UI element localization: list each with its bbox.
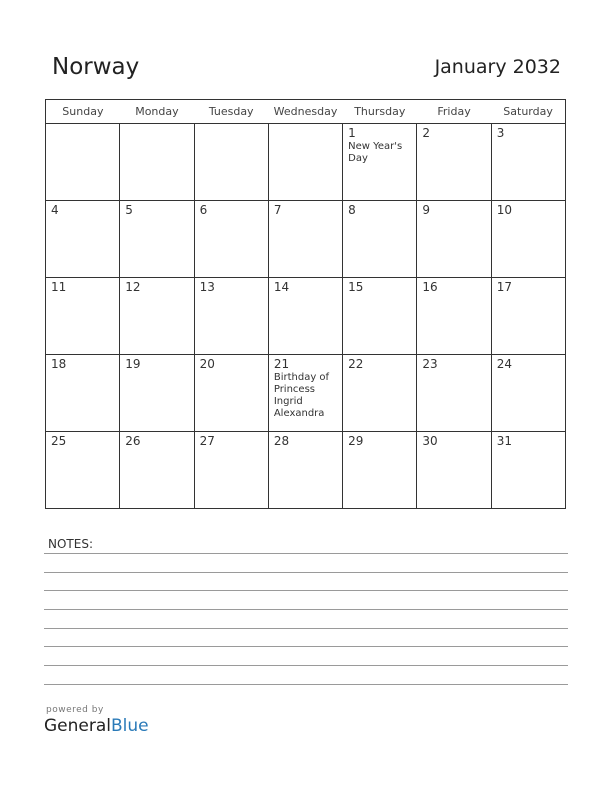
day-number: 12: [125, 280, 141, 294]
day-cell: [417, 432, 491, 509]
day-number: 25: [51, 434, 67, 448]
day-cell: [120, 432, 194, 509]
week-row: [46, 355, 566, 432]
day-number: 18: [51, 357, 67, 371]
weekday-header-row: [46, 100, 566, 124]
day-cell: [268, 355, 342, 432]
day-cell: [417, 201, 491, 278]
day-cell: [194, 432, 268, 509]
day-number: 4: [51, 203, 59, 217]
day-cell: [194, 355, 268, 432]
day-cell: [343, 355, 417, 432]
day-cell: [343, 124, 417, 201]
day-number: 20: [199, 357, 215, 371]
day-number: 1: [348, 126, 356, 140]
day-number: 23: [422, 357, 438, 371]
day-cell: [491, 432, 565, 509]
day-cell: [343, 278, 417, 355]
weekday-header-monday: Monday: [120, 100, 194, 124]
holiday-label: Birthday of Princess Ingrid Alexandra: [273, 372, 330, 419]
notes-label: NOTES:: [48, 537, 93, 551]
day-number: 11: [51, 280, 67, 294]
day-number: 15: [348, 280, 364, 294]
day-number: 5: [125, 203, 133, 217]
day-number: 13: [199, 280, 215, 294]
day-cell: [343, 432, 417, 509]
day-number: 8: [348, 203, 356, 217]
day-number: 24: [496, 357, 512, 371]
day-number: 16: [422, 280, 438, 294]
note-line: [44, 609, 568, 610]
note-line: [44, 590, 568, 591]
note-line: [44, 665, 568, 666]
weekday-header-tuesday: Tuesday: [194, 100, 268, 124]
day-number: 6: [199, 203, 208, 217]
day-number: 30: [422, 434, 438, 448]
empty-day-cell: [120, 124, 194, 201]
logo-blue-text: Blue: [111, 716, 149, 736]
day-cell: [268, 432, 342, 509]
day-number: 9: [422, 203, 431, 217]
day-cell: [491, 355, 565, 432]
day-cell: [417, 124, 491, 201]
empty-day-cell: [194, 124, 268, 201]
day-cell: [120, 201, 194, 278]
day-cell: [46, 355, 120, 432]
day-cell: [343, 201, 417, 278]
day-number: 17: [496, 280, 512, 294]
day-cell: [417, 278, 491, 355]
day-cell: [417, 355, 491, 432]
calendar-grid: [45, 99, 566, 509]
day-number: 2: [422, 126, 431, 140]
note-line: [44, 553, 568, 554]
empty-day-cell: [268, 124, 342, 201]
note-line: [44, 646, 568, 647]
day-cell: [46, 278, 120, 355]
weekday-header-friday: Friday: [417, 100, 491, 124]
day-cell: [268, 278, 342, 355]
weekday-header-sunday: Sunday: [46, 100, 120, 124]
day-number: 10: [496, 203, 512, 217]
generalblue-logo: [44, 716, 149, 736]
day-number: 28: [273, 434, 290, 448]
week-row: [46, 432, 566, 509]
day-number: 22: [348, 357, 364, 371]
day-number: 31: [496, 434, 512, 448]
day-number: 14: [273, 280, 290, 294]
weekday-header-wednesday: Wednesday: [268, 100, 342, 124]
day-cell: [120, 355, 194, 432]
day-number: 29: [348, 434, 364, 448]
day-cell: [491, 201, 565, 278]
note-line: [44, 628, 568, 629]
week-row: [46, 278, 566, 355]
day-number: 19: [125, 357, 141, 371]
day-number: 3: [496, 126, 505, 140]
weekday-header-saturday: Saturday: [491, 100, 565, 124]
day-number: 27: [199, 434, 215, 448]
powered-by-text: powered by: [46, 705, 104, 715]
month-year-title: January 2032: [434, 56, 561, 78]
day-cell: [194, 278, 268, 355]
week-row: [46, 201, 566, 278]
week-row: [46, 124, 566, 201]
note-line: [44, 684, 568, 685]
day-cell: [120, 278, 194, 355]
day-cell: [46, 201, 120, 278]
note-line: [44, 572, 568, 573]
day-number: 7: [273, 203, 282, 217]
holiday-label: New Year's Day: [348, 141, 403, 164]
day-cell: [491, 124, 565, 201]
day-cell: [194, 201, 268, 278]
day-cell: [46, 432, 120, 509]
day-cell: [491, 278, 565, 355]
day-cell: [268, 201, 342, 278]
empty-day-cell: [46, 124, 120, 201]
day-number: 26: [125, 434, 141, 448]
day-number: 21: [273, 357, 290, 371]
weekday-header-thursday: Thursday: [343, 100, 417, 124]
country-title: Norway: [52, 54, 140, 80]
logo-general-text: General: [44, 716, 111, 736]
